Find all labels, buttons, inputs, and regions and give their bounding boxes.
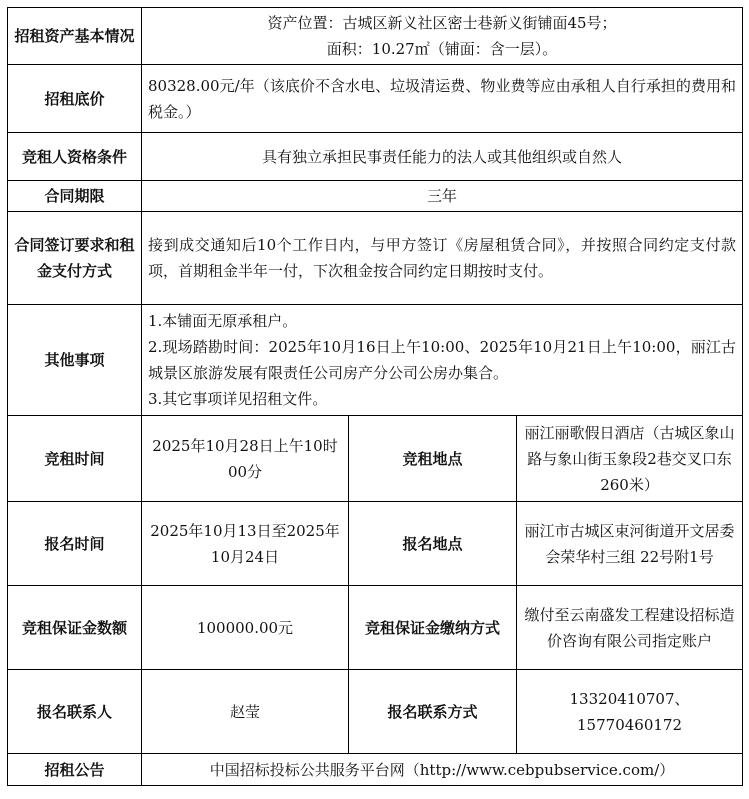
value-registration-time: 2025年10月13日至2025年10月24日: [142, 502, 349, 586]
contact-phone-1: 13320410707、: [569, 689, 690, 708]
value-registration-place: 丽江市古城区束河街道开文居委会荣华村三组 22号附1号: [517, 502, 743, 586]
label-auction-place: 竞租地点: [349, 416, 517, 502]
label-other-matters: 其他事项: [8, 305, 142, 416]
value-contract-term: 三年: [142, 181, 743, 212]
row-contact: [8, 670, 743, 754]
row-term: [8, 181, 743, 212]
row-registration: [8, 502, 743, 586]
row-asset: [8, 8, 743, 65]
label-asset-info: 招租资产基本情况: [8, 8, 142, 65]
row-notice: [8, 754, 743, 786]
label-deposit-amount: 竞租保证金数额: [8, 586, 142, 670]
value-other-matters: [142, 305, 743, 416]
label-auction-time: 竞租时间: [8, 416, 142, 502]
asset-area: 面积：10.27㎡（铺面：含一层）。: [326, 40, 558, 58]
value-base-price: 80328.00元/年（该底价不含水电、垃圾清运费、物业费等应由承租人自行承担的费用和税金。）: [142, 65, 743, 133]
row-base-price: [8, 65, 743, 133]
row-qualification: [8, 133, 743, 181]
other-item-1: 1.本铺面无原承租户。: [148, 312, 298, 330]
lease-info-table: [7, 7, 743, 786]
asset-location: 资产位置：古城区新义社区密士巷新义街铺面45号；: [267, 14, 617, 32]
label-notice: 招租公告: [8, 754, 142, 786]
value-notice-site: 中国招标投标公共服务平台网（http://www.cebpubservice.com/）: [142, 754, 743, 786]
label-deposit-method: 竞租保证金缴纳方式: [349, 586, 517, 670]
value-contract-payment: 接到成交通知后10个工作日内，与甲方签订《房屋租赁合同》，并按照合同约定支付款项，首期租金半年一付，下次租金按合同约定日期按时支付。: [142, 212, 743, 305]
label-contact-person: 报名联系人: [8, 670, 142, 754]
label-base-price: 招租底价: [8, 65, 142, 133]
label-qualification: 竞租人资格条件: [8, 133, 142, 181]
other-item-2: 2.现场踏勘时间：2025年10月16日上午10:00、2025年10月21日上午10:00，丽江古城景区旅游发展有限责任公司房产分公司公房办集合。: [148, 338, 737, 382]
value-qualification: 具有独立承担民事责任能力的法人或其他组织或自然人: [142, 133, 743, 181]
value-deposit-method: 缴付至云南盛发工程建设招标造价咨询有限公司指定账户: [517, 586, 743, 670]
row-other: [8, 305, 743, 416]
label-contract-term: 合同期限: [8, 181, 142, 212]
row-auction: [8, 416, 743, 502]
value-auction-place: 丽江丽歌假日酒店（古城区象山路与象山街玉象段2巷交叉口东260米）: [517, 416, 743, 502]
value-deposit-amount: 100000.00元: [142, 586, 349, 670]
value-contact-person: 赵莹: [142, 670, 349, 754]
row-deposit: [8, 586, 743, 670]
contact-phone-2: 15770460172: [577, 715, 682, 734]
other-item-3: 3.其它事项详见招租文件。: [148, 390, 328, 408]
value-contact-phone: [517, 670, 743, 754]
value-auction-time: 2025年10月28日上午10时00分: [142, 416, 349, 502]
label-registration-time: 报名时间: [8, 502, 142, 586]
label-registration-place: 报名地点: [349, 502, 517, 586]
value-asset-info: [142, 8, 743, 65]
label-contact-phone: 报名联系方式: [349, 670, 517, 754]
label-contract-payment: 合同签订要求和租金支付方式: [8, 212, 142, 305]
row-contract-payment: [8, 212, 743, 305]
